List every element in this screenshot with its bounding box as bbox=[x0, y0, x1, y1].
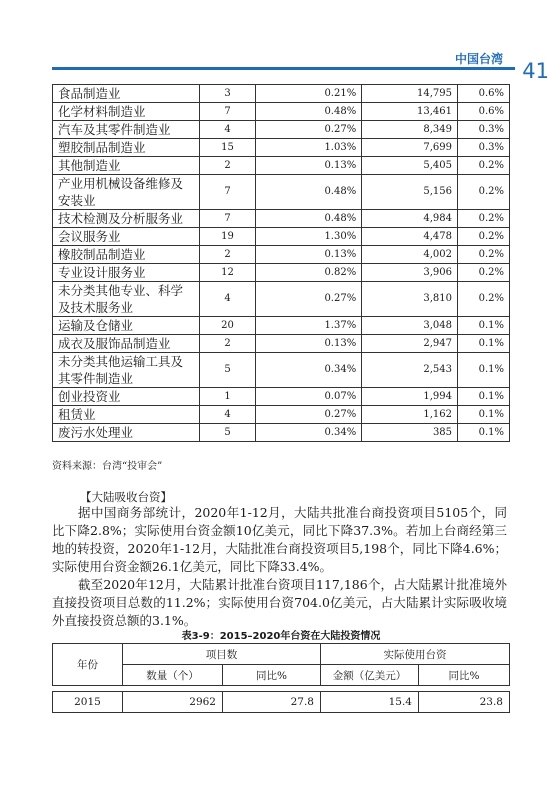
industry-name: 租赁业 bbox=[53, 406, 200, 424]
amount-value: 2,543 bbox=[362, 353, 458, 388]
industry-name: 产业用机械设备维修及安装业 bbox=[53, 175, 200, 210]
project-share: 0.07% bbox=[256, 388, 362, 406]
project-share: 1.30% bbox=[256, 228, 362, 246]
amount-share: 0.2% bbox=[458, 246, 510, 264]
amount-value: 3,906 bbox=[362, 264, 458, 282]
project-share: 0.34% bbox=[256, 353, 362, 388]
project-share: 0.13% bbox=[256, 157, 362, 175]
project-count: 20 bbox=[199, 317, 256, 335]
project-count: 12 bbox=[199, 264, 256, 282]
paragraph-1: 据中国商务部统计，2020年1-12月，大陆共批准台商投资项目5105个，同比下降2.8%；实际使用台资金额10亿美元，同比下降37.3%。若加上台商经第三地的转投资，2020年1-12月，大陆批准台商投资项目5,198个，同比下降4.6%；实际使用台资金额26.1亿美元，同比下降33.4%。 bbox=[52, 505, 507, 574]
project-share: 0.48% bbox=[256, 103, 362, 121]
industry-name: 成衣及服饰品制造业 bbox=[53, 335, 200, 353]
project-count: 2 bbox=[199, 157, 256, 175]
industry-name: 技术检测及分析服务业 bbox=[53, 210, 200, 228]
amount-value: 13,461 bbox=[362, 103, 458, 121]
amount-share: 0.1% bbox=[458, 388, 510, 406]
amount-share: 0.1% bbox=[458, 317, 510, 335]
amount-value: 3,048 bbox=[362, 317, 458, 335]
header-yoy-count: 同比% bbox=[223, 665, 321, 686]
industry-name: 化学材料制造业 bbox=[53, 103, 200, 121]
header-year: 年份 bbox=[53, 644, 123, 686]
project-share: 0.48% bbox=[256, 210, 362, 228]
amount-share: 0.1% bbox=[458, 335, 510, 353]
taiwan-investment-table bbox=[52, 643, 510, 713]
amount-value: 4,478 bbox=[362, 228, 458, 246]
table-row bbox=[53, 157, 510, 175]
table-row bbox=[53, 335, 510, 353]
table-row bbox=[53, 264, 510, 282]
project-share: 1.37% bbox=[256, 317, 362, 335]
amount-value: 1,994 bbox=[362, 388, 458, 406]
industry-name: 未分类其他专业、科学及技术服务业 bbox=[53, 282, 200, 317]
yoy-count-cell: 27.8 bbox=[223, 692, 321, 713]
table-row bbox=[53, 388, 510, 406]
table-row bbox=[53, 353, 510, 388]
industry-name: 汽车及其零件制造业 bbox=[53, 121, 200, 139]
amount-value: 4,984 bbox=[362, 210, 458, 228]
project-count: 2 bbox=[199, 335, 256, 353]
header-count: 数量（个） bbox=[123, 665, 223, 686]
industry-name: 专业设计服务业 bbox=[53, 264, 200, 282]
section-heading: 【大陆吸收台资】 bbox=[80, 490, 172, 504]
project-count: 15 bbox=[199, 139, 256, 157]
amount-cell: 15.4 bbox=[321, 692, 419, 713]
count-cell: 2962 bbox=[123, 692, 223, 713]
amount-share: 0.6% bbox=[458, 103, 510, 121]
project-share: 0.13% bbox=[256, 246, 362, 264]
project-share: 0.21% bbox=[256, 85, 362, 103]
amount-share: 0.2% bbox=[458, 264, 510, 282]
project-share: 0.27% bbox=[256, 406, 362, 424]
table-row bbox=[53, 210, 510, 228]
amount-value: 5,405 bbox=[362, 157, 458, 175]
table-row bbox=[53, 692, 510, 713]
amount-value: 3,810 bbox=[362, 282, 458, 317]
industry-name: 创业投资业 bbox=[53, 388, 200, 406]
table-row bbox=[53, 228, 510, 246]
table-row bbox=[53, 424, 510, 442]
amount-value: 5,156 bbox=[362, 175, 458, 210]
header-yoy-amount: 同比% bbox=[419, 665, 510, 686]
project-share: 0.27% bbox=[256, 121, 362, 139]
project-count: 5 bbox=[199, 353, 256, 388]
yoy-amount-cell: 23.8 bbox=[419, 692, 510, 713]
amount-value: 1,162 bbox=[362, 406, 458, 424]
amount-value: 4,002 bbox=[362, 246, 458, 264]
table-header-row bbox=[53, 644, 510, 665]
industry-investment-table bbox=[52, 84, 510, 442]
header-amount: 金额（亿美元） bbox=[321, 665, 419, 686]
running-header-title: 中国台湾 bbox=[454, 52, 503, 66]
project-count: 19 bbox=[199, 228, 256, 246]
table-row bbox=[53, 282, 510, 317]
project-count: 3 bbox=[199, 85, 256, 103]
header-projects: 项目数 bbox=[123, 644, 321, 665]
project-share: 0.13% bbox=[256, 335, 362, 353]
table-row bbox=[53, 175, 510, 210]
amount-share: 0.2% bbox=[458, 282, 510, 317]
source-note: 资料来源：台湾“投审会” bbox=[52, 461, 163, 472]
header-actual-investment: 实际使用台资 bbox=[321, 644, 510, 665]
project-count: 7 bbox=[199, 210, 256, 228]
project-count: 4 bbox=[199, 121, 256, 139]
table-row bbox=[53, 246, 510, 264]
amount-value: 7,699 bbox=[362, 139, 458, 157]
project-share: 0.82% bbox=[256, 264, 362, 282]
table-row bbox=[53, 103, 510, 121]
industry-name: 塑胶制品制造业 bbox=[53, 139, 200, 157]
amount-share: 0.1% bbox=[458, 353, 510, 388]
amount-share: 0.1% bbox=[458, 406, 510, 424]
amount-share: 0.2% bbox=[458, 175, 510, 210]
project-count: 4 bbox=[199, 282, 256, 317]
amount-value: 8,349 bbox=[362, 121, 458, 139]
industry-name: 橡胶制品制造业 bbox=[53, 246, 200, 264]
table-caption: 表3-9：2015–2020年台资在大陆投资情况 bbox=[181, 631, 381, 642]
project-share: 1.03% bbox=[256, 139, 362, 157]
project-share: 0.48% bbox=[256, 175, 362, 210]
table-row bbox=[53, 317, 510, 335]
industry-name: 会议服务业 bbox=[53, 228, 200, 246]
project-count: 5 bbox=[199, 424, 256, 442]
amount-share: 0.3% bbox=[458, 121, 510, 139]
industry-name: 其他制造业 bbox=[53, 157, 200, 175]
table-row bbox=[53, 85, 510, 103]
project-count: 2 bbox=[199, 246, 256, 264]
amount-value: 2,947 bbox=[362, 335, 458, 353]
project-share: 0.34% bbox=[256, 424, 362, 442]
amount-share: 0.6% bbox=[458, 85, 510, 103]
project-count: 7 bbox=[199, 175, 256, 210]
amount-share: 0.2% bbox=[458, 228, 510, 246]
industry-name: 废污水处理业 bbox=[53, 424, 200, 442]
project-count: 1 bbox=[199, 388, 256, 406]
header-rule bbox=[52, 67, 515, 70]
amount-value: 385 bbox=[362, 424, 458, 442]
amount-share: 0.3% bbox=[458, 139, 510, 157]
paragraph-2: 截至2020年12月，大陆累计批准台资项目117,186个，占大陆累计批准境外直接投资项目总数的11.2%；实际使用台资704.0亿美元，占大陆累计实际吸收境外直接投资总额的3.1%。 bbox=[52, 577, 507, 628]
amount-value: 14,795 bbox=[362, 85, 458, 103]
amount-share: 0.2% bbox=[458, 210, 510, 228]
industry-name: 未分类其他运输工具及其零件制造业 bbox=[53, 353, 200, 388]
project-count: 7 bbox=[199, 103, 256, 121]
amount-share: 0.2% bbox=[458, 157, 510, 175]
table-row bbox=[53, 139, 510, 157]
project-share: 0.27% bbox=[256, 282, 362, 317]
year-cell: 2015 bbox=[53, 692, 123, 713]
industry-name: 食品制造业 bbox=[53, 85, 200, 103]
amount-share: 0.1% bbox=[458, 424, 510, 442]
industry-name: 运输及仓储业 bbox=[53, 317, 200, 335]
project-count: 4 bbox=[199, 406, 256, 424]
table-row bbox=[53, 406, 510, 424]
table-row bbox=[53, 121, 510, 139]
page-number: 41 bbox=[522, 59, 549, 83]
